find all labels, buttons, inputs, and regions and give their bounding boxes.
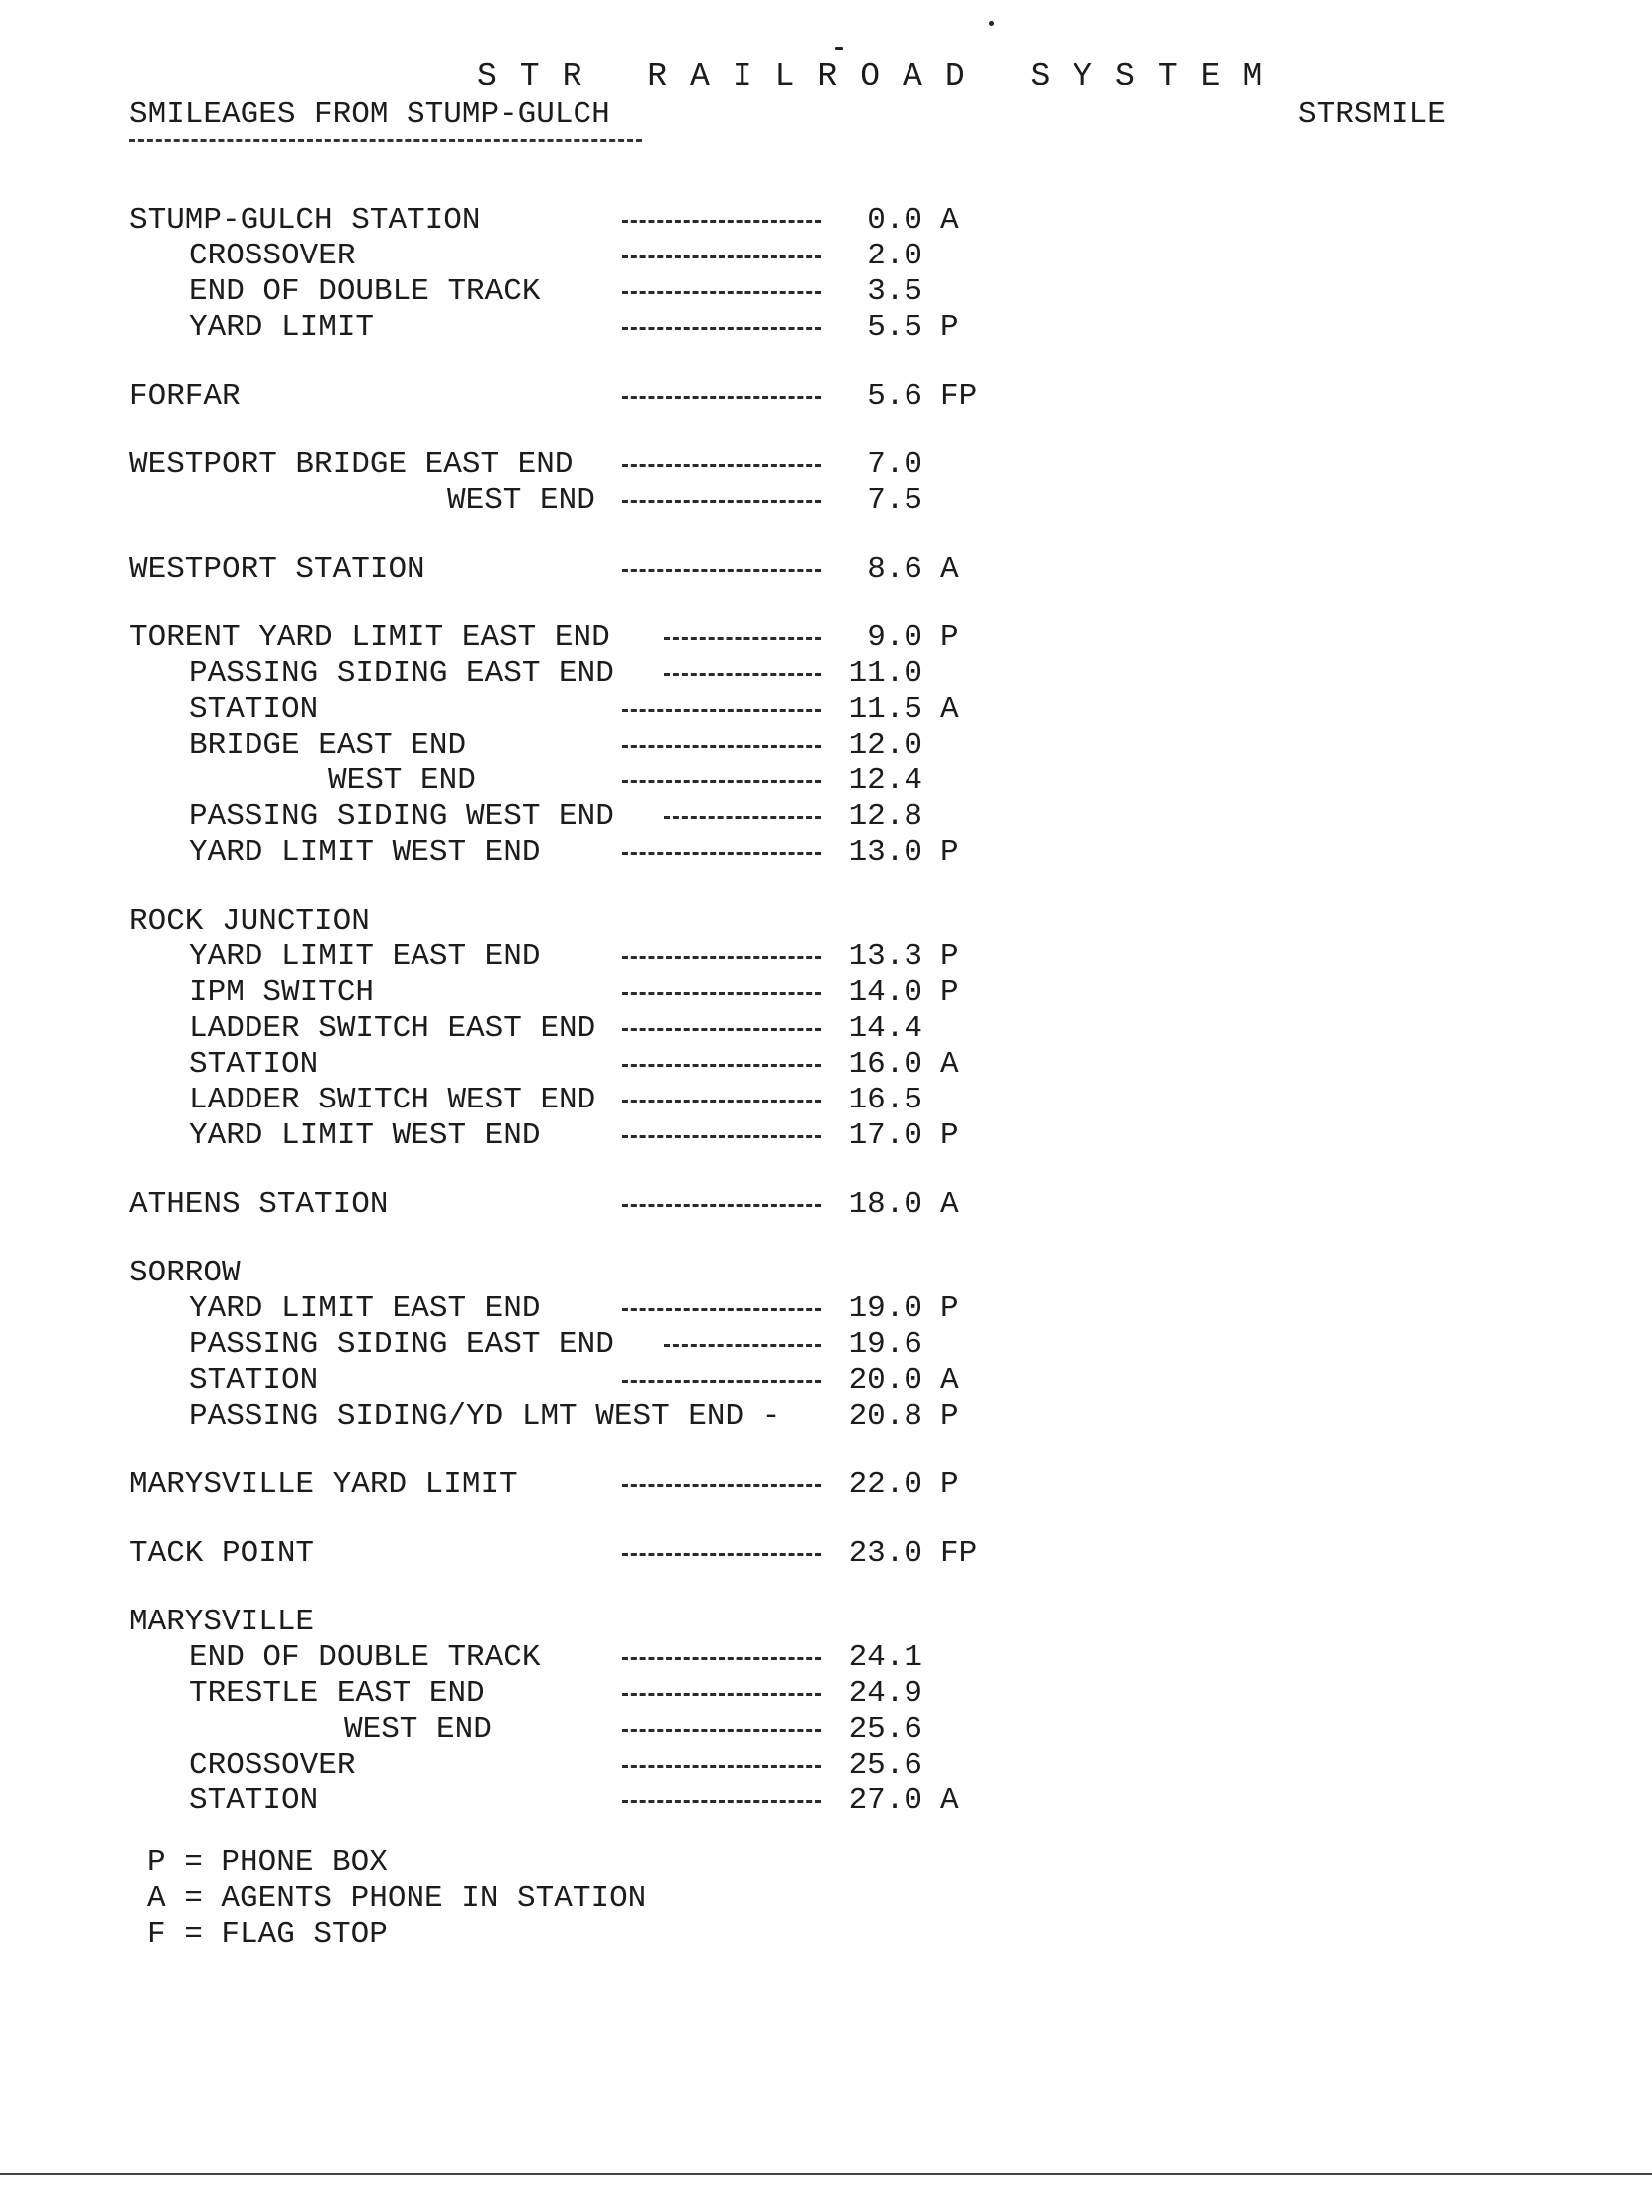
location-label: TACK POINT — [129, 1536, 315, 1571]
mileage-row — [0, 239, 1093, 274]
location-label: BRIDGE EAST END — [189, 728, 467, 763]
mileage-value: 13.3 — [848, 939, 922, 974]
leader-dashes — [622, 745, 821, 748]
mileage-group — [0, 1467, 1093, 1503]
leader-dashes — [664, 816, 821, 819]
mileage-row — [0, 1327, 1093, 1363]
mileage-row — [0, 1748, 1093, 1784]
location-label: PASSING SIDING EAST END — [189, 656, 614, 691]
mileage-row — [0, 447, 1093, 483]
mileage-row — [0, 1784, 1093, 1819]
leader-dashes — [622, 1028, 821, 1031]
location-label: YARD LIMIT EAST END — [189, 939, 541, 974]
scan-speck — [835, 47, 843, 50]
mileage-row — [0, 1363, 1093, 1399]
mileage-value: 3.5 — [867, 274, 922, 309]
leader-dashes — [622, 1729, 821, 1732]
mileage-value: 13.0 — [848, 835, 922, 870]
mileage-row — [0, 799, 1093, 835]
location-label: CROSSOVER — [189, 1748, 356, 1783]
mileage-row — [0, 728, 1093, 764]
location-label: FORFAR — [129, 379, 241, 414]
mileage-value: 24.1 — [848, 1640, 922, 1675]
mileage-row — [0, 904, 1093, 939]
mileage-row — [0, 1083, 1093, 1118]
mileage-row — [0, 1640, 1093, 1676]
location-label: YARD LIMIT WEST END — [189, 835, 541, 870]
leader-dashes — [622, 291, 821, 294]
mileage-row — [0, 483, 1093, 519]
location-label: STUMP-GULCH STATION — [129, 203, 481, 238]
location-label: MARYSVILLE — [129, 1605, 315, 1639]
facility-code: A — [940, 1363, 959, 1398]
facility-code: A — [940, 203, 959, 238]
document-code: STRSMILE — [1298, 97, 1446, 132]
mileage-row — [0, 692, 1093, 728]
mileage-value: 9.0 — [867, 620, 922, 655]
mileage-table — [0, 203, 1093, 1852]
leader-dashes — [622, 1800, 821, 1803]
mileage-value: 18.0 — [848, 1187, 922, 1222]
mileage-value: 16.0 — [848, 1047, 922, 1082]
mileage-row — [0, 1467, 1093, 1503]
leader-dashes — [622, 709, 821, 712]
leader-dashes — [622, 327, 821, 330]
leader-dashes — [622, 1100, 821, 1103]
location-label: CROSSOVER — [189, 239, 356, 273]
scan-speck — [989, 21, 994, 26]
mileage-value: 25.6 — [848, 1712, 922, 1747]
location-label: TRESTLE EAST END — [189, 1676, 485, 1711]
mileage-row — [0, 203, 1093, 239]
mileage-value: 5.5 — [867, 310, 922, 345]
mileage-row — [0, 552, 1093, 588]
location-label: TORENT YARD LIMIT EAST END — [129, 620, 610, 655]
mileage-value: 25.6 — [848, 1748, 922, 1783]
mileage-row — [0, 379, 1093, 415]
mileage-group — [0, 1536, 1093, 1572]
mileage-group — [0, 1605, 1093, 1819]
location-label: STATION — [189, 1363, 319, 1398]
mileage-row — [0, 1712, 1093, 1748]
location-label: PASSING SIDING/YD LMT WEST END - — [189, 1399, 781, 1434]
mileage-value: 12.8 — [848, 799, 922, 834]
facility-code: P — [940, 1291, 959, 1326]
facility-code: A — [940, 692, 959, 727]
facility-code: P — [940, 310, 959, 345]
mileage-group — [0, 1187, 1093, 1223]
mileage-value: 14.4 — [848, 1011, 922, 1046]
leader-dashes — [622, 1657, 821, 1660]
location-label: ATHENS STATION — [129, 1187, 389, 1222]
mileage-row — [0, 1118, 1093, 1154]
leader-dashes — [622, 1484, 821, 1487]
facility-code: P — [940, 975, 959, 1010]
mileage-value: 19.0 — [848, 1291, 922, 1326]
location-label: WEST END — [447, 483, 595, 518]
mileage-value: 22.0 — [848, 1467, 922, 1502]
leader-dashes — [622, 1380, 821, 1383]
mileage-value: 5.6 — [867, 379, 922, 414]
mileage-group — [0, 1256, 1093, 1435]
mileage-row — [0, 274, 1093, 310]
location-label: END OF DOUBLE TRACK — [189, 274, 541, 309]
location-label: ROCK JUNCTION — [129, 904, 370, 938]
facility-code: P — [940, 620, 959, 655]
mileage-row — [0, 1605, 1093, 1640]
mileage-row — [0, 1676, 1093, 1712]
mileage-row — [0, 310, 1093, 346]
mileage-row — [0, 939, 1093, 975]
bottom-rule — [0, 2173, 1652, 2175]
leader-dashes — [622, 396, 821, 399]
facility-code: P — [940, 1118, 959, 1153]
mileage-value: 14.0 — [848, 975, 922, 1010]
mileage-group — [0, 620, 1093, 871]
facility-code: A — [940, 1784, 959, 1818]
page-title: STR RAILROAD SYSTEM — [477, 58, 1286, 94]
leader-dashes — [622, 464, 821, 467]
leader-dashes — [622, 852, 821, 855]
mileage-value: 20.0 — [848, 1363, 922, 1398]
location-label: LADDER SWITCH EAST END — [189, 1011, 596, 1046]
mileage-value: 8.6 — [867, 552, 922, 587]
facility-code: FP — [940, 1536, 978, 1571]
mileage-value: 20.8 — [848, 1399, 922, 1434]
legend-item: F = FLAG STOP — [147, 1917, 388, 1952]
leader-dashes — [622, 992, 821, 995]
mileage-value: 19.6 — [848, 1327, 922, 1362]
mileage-value: 7.5 — [867, 483, 922, 518]
mileage-row — [0, 1256, 1093, 1291]
leader-dashes — [622, 1135, 821, 1138]
location-label: YARD LIMIT WEST END — [189, 1118, 541, 1153]
mileage-row — [0, 975, 1093, 1011]
mileage-group — [0, 379, 1093, 415]
mileage-row — [0, 1399, 1093, 1435]
leader-dashes — [622, 569, 821, 572]
mileage-value: 12.4 — [848, 764, 922, 798]
facility-code: P — [940, 1467, 959, 1502]
location-label: MARYSVILLE YARD LIMIT — [129, 1467, 518, 1502]
location-label: YARD LIMIT EAST END — [189, 1291, 541, 1326]
location-label: SORROW — [129, 1256, 241, 1290]
mileage-group — [0, 447, 1093, 519]
facility-code: P — [940, 835, 959, 870]
location-label: WESTPORT BRIDGE EAST END — [129, 447, 574, 482]
facility-code: P — [940, 1399, 959, 1434]
location-label: END OF DOUBLE TRACK — [189, 1640, 541, 1675]
mileage-value: 12.0 — [848, 728, 922, 763]
location-label: WEST END — [344, 1712, 492, 1747]
location-label: PASSING SIDING EAST END — [189, 1327, 614, 1362]
leader-dashes — [622, 956, 821, 959]
mileage-row — [0, 1291, 1093, 1327]
leader-dashes — [622, 1693, 821, 1696]
mileage-value: 2.0 — [867, 239, 922, 273]
mileage-row — [0, 1047, 1093, 1083]
leader-dashes — [622, 255, 821, 258]
mileage-group — [0, 552, 1093, 588]
mileage-row — [0, 1187, 1093, 1223]
facility-code: A — [940, 552, 959, 587]
mileage-group — [0, 904, 1093, 1154]
leader-dashes — [622, 1553, 821, 1556]
mileage-value: 11.0 — [848, 656, 922, 691]
subtitle-underline — [129, 139, 642, 142]
mileage-row — [0, 1011, 1093, 1047]
leader-dashes — [622, 220, 821, 223]
facility-code: FP — [940, 379, 978, 414]
legend-item: A = AGENTS PHONE IN STATION — [147, 1881, 647, 1916]
leader-dashes — [664, 673, 821, 676]
location-label: STATION — [189, 1047, 319, 1082]
mileage-value: 24.9 — [848, 1676, 922, 1711]
leader-dashes — [622, 780, 821, 783]
facility-code: A — [940, 1187, 959, 1222]
mileage-row — [0, 620, 1093, 656]
mileage-value: 23.0 — [848, 1536, 922, 1571]
location-label: STATION — [189, 1784, 319, 1818]
mileage-value: 16.5 — [848, 1083, 922, 1117]
facility-code: P — [940, 939, 959, 974]
location-label: IPM SWITCH — [189, 975, 375, 1010]
mileage-value: 0.0 — [867, 203, 922, 238]
leader-dashes — [664, 1344, 821, 1347]
location-label: PASSING SIDING WEST END — [189, 799, 614, 834]
leader-dashes — [622, 1765, 821, 1768]
facility-code: A — [940, 1047, 959, 1082]
mileage-row — [0, 656, 1093, 692]
leader-dashes — [622, 1064, 821, 1067]
mileage-value: 17.0 — [848, 1118, 922, 1153]
mileage-group — [0, 203, 1093, 346]
location-label: WEST END — [328, 764, 476, 798]
mileage-row — [0, 1536, 1093, 1572]
page-subtitle: SMILEAGES FROM STUMP-GULCH — [129, 97, 610, 132]
legend-item: P = PHONE BOX — [147, 1845, 388, 1880]
leader-dashes — [622, 1204, 821, 1207]
mileage-row — [0, 835, 1093, 871]
mileage-value: 7.0 — [867, 447, 922, 482]
mileage-row — [0, 764, 1093, 799]
location-label: WESTPORT STATION — [129, 552, 425, 587]
mileage-value: 27.0 — [848, 1784, 922, 1818]
location-label: LADDER SWITCH WEST END — [189, 1083, 596, 1117]
legend — [147, 1845, 646, 1953]
location-label: STATION — [189, 692, 319, 727]
leader-dashes — [664, 637, 821, 640]
location-label: YARD LIMIT — [189, 310, 375, 345]
leader-dashes — [622, 1308, 821, 1311]
leader-dashes — [622, 500, 821, 503]
mileage-value: 11.5 — [848, 692, 922, 727]
